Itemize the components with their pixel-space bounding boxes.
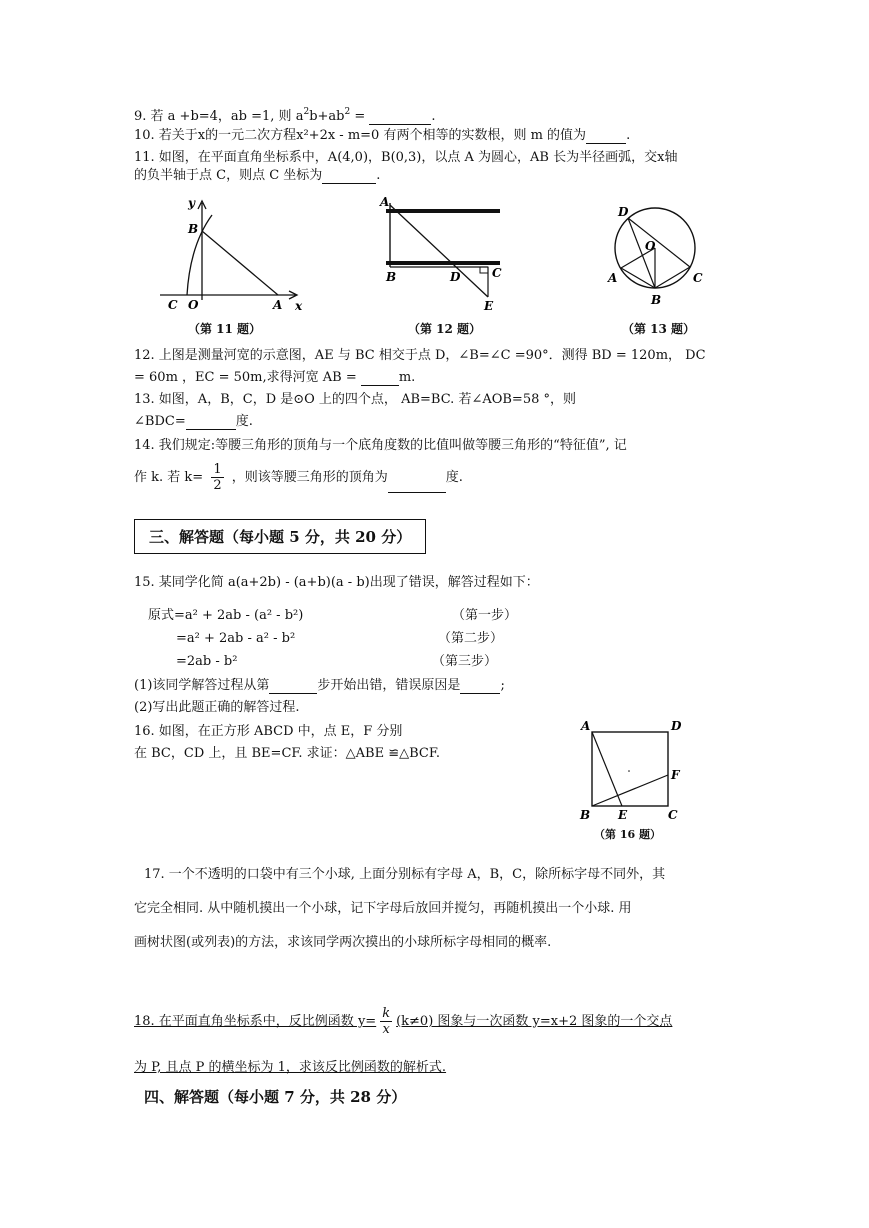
figure-11-coordinate-plane xyxy=(150,195,310,317)
question-15-part2: (2)写出此题正确的解答过程. xyxy=(134,700,300,715)
figure-16-square-diagram xyxy=(576,716,686,826)
question-18-line1: 18. 在平面直角坐标系中，反比例函数 y= $\frac{k}{x}$ (k≠0) 图象与一次函数 y=x+2 图象的一个交点 xyxy=(134,1006,673,1037)
fig12-label-C: C xyxy=(492,266,502,280)
figure-16-caption: （第 16 题） xyxy=(594,828,661,841)
question-13-line2: ∠BDC= 度. xyxy=(134,414,253,429)
fig13-label-D: D xyxy=(618,205,629,219)
fig16-label-E: E xyxy=(618,808,628,822)
figure-13-caption: （第 13 题） xyxy=(622,322,696,336)
q15-step-3-note: （第三步） xyxy=(432,654,498,669)
answer-blank[interactable] xyxy=(361,372,399,386)
question-14-line1: 14. 我们规定:等腰三角形的顶角与一个底角度数的比值叫做等腰三角形的“特征值”, 记 xyxy=(134,438,627,453)
question-12-line2: = 60m ，EC = 50m,求得河宽 AB = m. xyxy=(134,370,416,385)
question-11-line2: 的负半轴于点 C，则点 C 坐标为 . xyxy=(134,168,381,183)
q15-step-2-expr: =a² + 2ab - a² - b² xyxy=(176,631,296,646)
figure-12-river-diagram xyxy=(376,195,511,313)
question-15-intro: 15. 某同学化简 a(a+2b) - (a+b)(a - b)出现了错误，解答过程如下： xyxy=(134,575,539,590)
answer-blank[interactable] xyxy=(322,170,376,184)
fig16-label-A: A xyxy=(581,719,591,733)
question-16-line2: 在 BC，CD 上，且 BE=CF. 求证：△ABE ≌△BCF. xyxy=(134,746,440,761)
fig12-label-A: A xyxy=(380,195,390,209)
question-9: 9. 若 a +b=4，ab =1, 则 $a^2b+ab^2$ = . xyxy=(134,107,436,124)
fraction-k-over-x: $\frac{k}{x}$ xyxy=(382,1006,391,1037)
answer-blank[interactable] xyxy=(186,416,236,430)
question-11-line1: 11. 如图，在平面直角坐标系中，A(4,0)，B(0,3)，以点 A 为圆心，AB 长为半径画弧，交x轴 xyxy=(134,150,678,165)
fig13-label-B: B xyxy=(651,293,662,307)
fig11-label-O: O xyxy=(188,298,199,312)
section-4-heading: 四、解答题（每小题 7 分，共 28 分） xyxy=(144,1088,407,1106)
q15-step-1-expr: 原式=a² + 2ab - (a² - b²) xyxy=(148,608,304,623)
fig11-label-C: C xyxy=(168,298,178,312)
fig11-label-A: A xyxy=(273,298,283,312)
fraction-one-half: $\frac{1}{2}$ xyxy=(213,462,222,493)
question-14-line2: 作 k. 若 k= $\frac{1}{2}$ ，则该等腰三角形的顶角为 度. xyxy=(134,462,463,493)
question-13-line1: 13. 如图，A，B，C，D 是⊙O 上的四个点， AB=BC. 若∠AOB=58 °，则 xyxy=(134,392,577,407)
q15-step-2-note: （第二步） xyxy=(438,631,504,646)
fig11-label-x: x xyxy=(295,299,303,313)
question-17-line1: 17. 一个不透明的口袋中有三个小球, 上面分别标有字母 A，B，C，除所标字母不同外，其 xyxy=(144,867,666,882)
answer-blank[interactable] xyxy=(586,130,626,144)
answer-blank[interactable] xyxy=(269,680,317,694)
fig16-label-C: C xyxy=(668,808,678,822)
question-17-line2: 它完全相同. 从中随机摸出一个小球，记下字母后放回并搅匀，再随机摸出一个小球. 用 xyxy=(134,901,632,916)
q10-text: 10. 若关于x的一元二次方程x²+2x - m=0 有两个相等的实数根，则 m 的值为 xyxy=(134,128,587,143)
fig16-label-D: D xyxy=(671,719,682,733)
answer-blank[interactable] xyxy=(369,111,431,125)
figure-12-caption: （第 12 题） xyxy=(408,322,482,336)
q15-step-1-note: （第一步） xyxy=(452,608,518,623)
question-18-line2: 为 P, 且点 P 的横坐标为 1，求该反比例函数的解析式. xyxy=(134,1060,447,1075)
q9-text: 9. 若 a +b=4，ab =1, 则 a xyxy=(134,109,304,124)
figure-11-caption: （第 11 题） xyxy=(188,322,262,336)
fig12-label-B: B xyxy=(386,270,397,284)
answer-blank[interactable] xyxy=(460,680,500,694)
q15-step-3-expr: =2ab - b² xyxy=(176,654,238,669)
fig16-label-F: F xyxy=(671,768,680,782)
fig12-label-E: E xyxy=(484,299,494,313)
fig11-label-B: B xyxy=(188,222,199,236)
fig13-label-C: C xyxy=(693,271,703,285)
fig13-label-A: A xyxy=(608,271,618,285)
fig13-label-O: O xyxy=(645,239,656,253)
question-15-part1: (1)该同学解答过程从第 步开始出错，错误原因是 ; xyxy=(134,678,505,693)
fig12-label-D: D xyxy=(450,270,461,284)
question-16-line1: 16. 如图，在正方形 ABCD 中，点 E，F 分别 xyxy=(134,724,403,739)
fig16-label-B: B xyxy=(580,808,591,822)
fig11-label-y: y xyxy=(188,196,195,210)
question-10: 10. 若关于x的一元二次方程x²+2x - m=0 有两个相等的实数根，则 m 的值为 . xyxy=(134,128,631,143)
section-3-heading: 三、解答题（每小题 5 分，共 20 分） xyxy=(134,519,426,554)
question-17-line3: 画树状图(或列表)的方法，求该同学两次摸出的小球所标字母相同的概率. xyxy=(134,935,552,950)
question-12-line1: 12. 上图是测量河宽的示意图，AE 与 BC 相交于点 D，∠B=∠C =90°．测得 BD = 120m， DC xyxy=(134,348,706,363)
figure-13-circle-diagram xyxy=(605,198,715,313)
answer-blank[interactable] xyxy=(388,479,446,493)
